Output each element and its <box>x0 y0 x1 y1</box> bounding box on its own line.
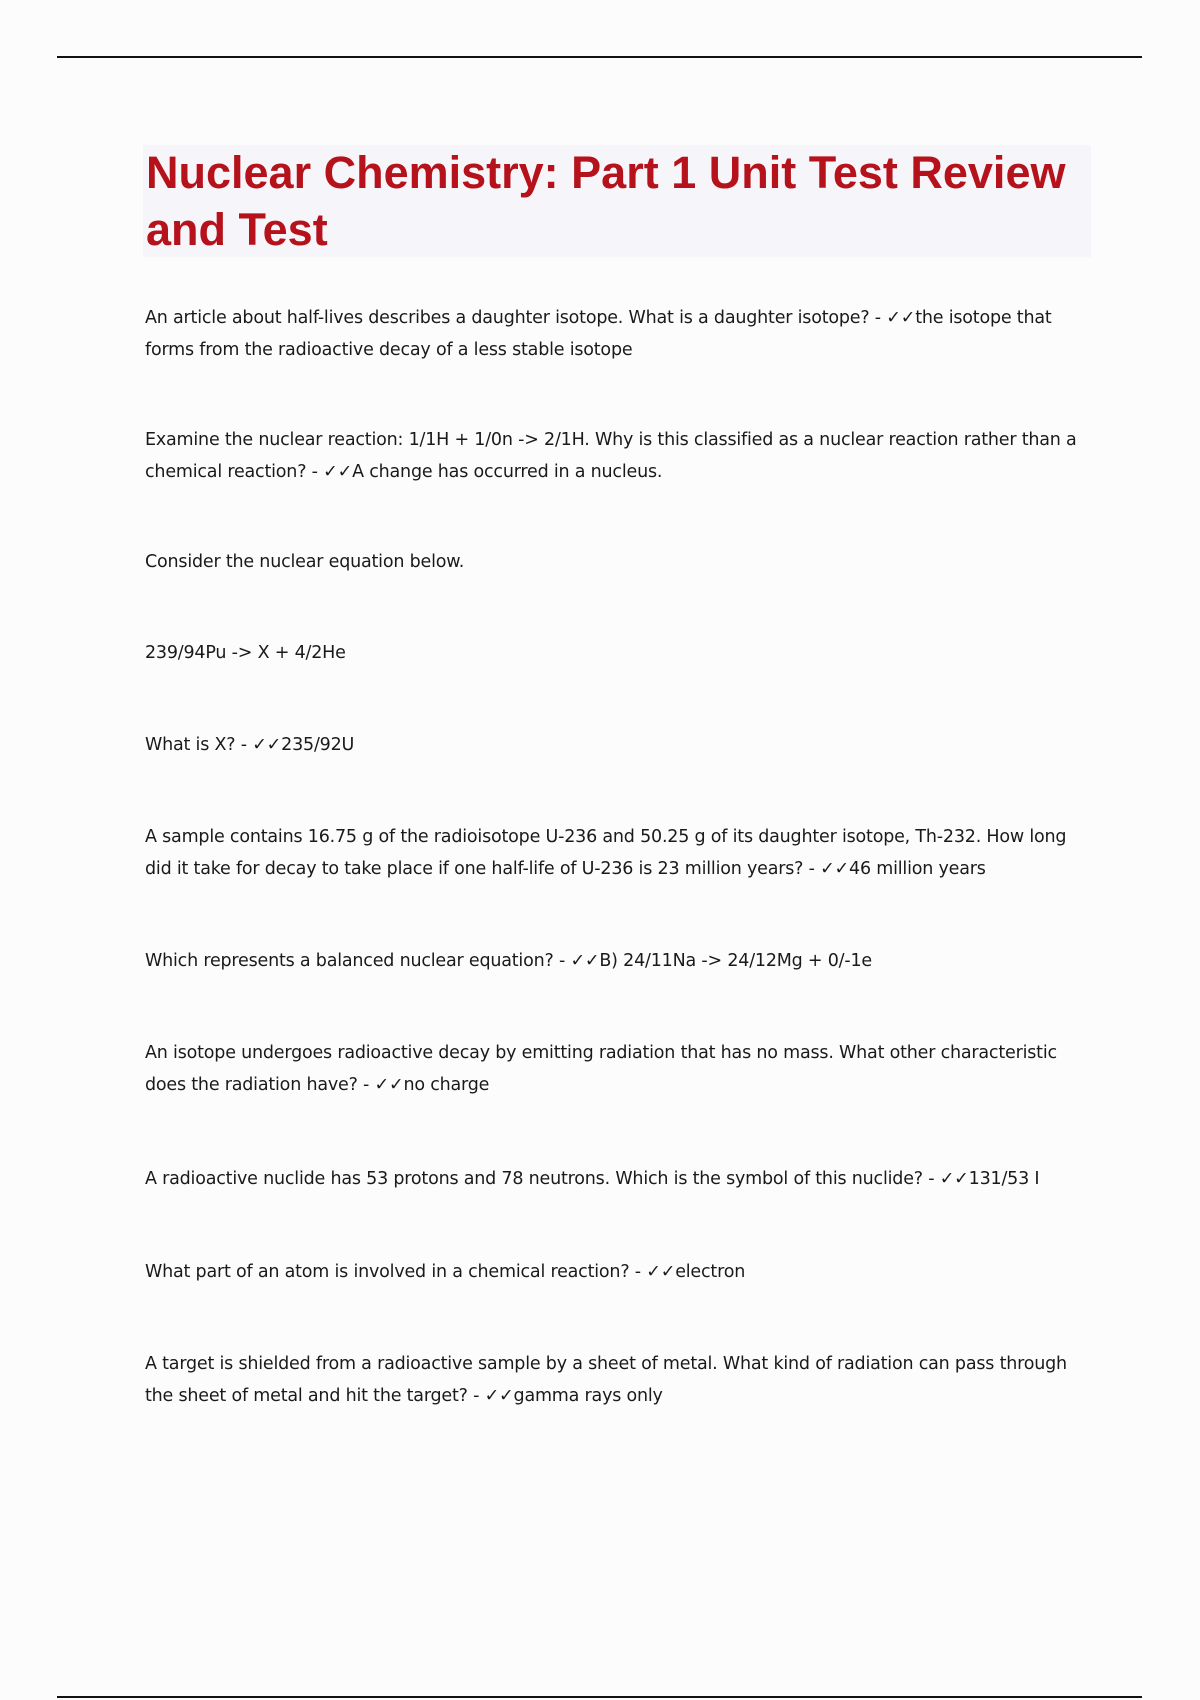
question-text: A target is shielded from a radioactive sample by a sheet of metal. What kind of radiation can pass through the sheet of metal and hit the target? - <box>145 1354 1067 1406</box>
qa-item-4 <box>145 821 1085 885</box>
question-text: Examine the nuclear reaction: 1/1H + 1/0n -> 2/1H. Why is this classified as a nuclear reaction rather than a chemical reaction? - <box>145 430 1077 482</box>
answer-text: 131/53 I <box>968 1169 1040 1189</box>
document-title: Nuclear Chemistry: Part 1 Unit Test Review and Test <box>146 147 1066 255</box>
bottom-rule <box>57 1696 1142 1698</box>
answer-text: A change has occurred in a nucleus. <box>352 462 663 482</box>
answer-text: gamma rays only <box>513 1386 663 1406</box>
answer-text: 235/92U <box>281 735 355 755</box>
question-text: A radioactive nuclide has 53 protons and 78 neutrons. Which is the symbol of this nuclide? - <box>145 1169 940 1189</box>
question-text: An isotope undergoes radioactive decay by emitting radiation that has no mass. What other characteristic does the radiation have? - <box>145 1043 1057 1095</box>
qa-item-9 <box>145 1348 1085 1412</box>
check-mark-icon: ✓✓ <box>939 1169 969 1189</box>
qa-item-2 <box>145 424 1085 488</box>
top-rule <box>57 56 1142 58</box>
qa-item-5 <box>145 945 1085 977</box>
question-text: Which represents a balanced nuclear equation? - <box>145 951 571 971</box>
qa-item-7 <box>145 1163 1085 1195</box>
equation-text: 239/94Pu -> X + 4/2He <box>145 643 346 663</box>
check-mark-icon: ✓✓ <box>252 735 282 755</box>
qa-item-6 <box>145 1037 1085 1101</box>
check-mark-icon: ✓✓ <box>323 462 353 482</box>
check-mark-icon: ✓✓ <box>374 1075 404 1095</box>
answer-text: B) 24/11Na -> 24/12Mg + 0/-1e <box>599 951 872 971</box>
check-mark-icon: ✓✓ <box>886 308 916 328</box>
answer-text: no charge <box>403 1075 490 1095</box>
check-mark-icon: ✓✓ <box>484 1386 514 1406</box>
check-mark-icon: ✓✓ <box>820 859 850 879</box>
check-mark-icon: ✓✓ <box>570 951 600 971</box>
answer-text: 46 million years <box>849 859 986 879</box>
text-paragraph: Consider the nuclear equation below. <box>145 552 465 572</box>
answer-text: electron <box>675 1262 746 1282</box>
check-mark-icon: ✓✓ <box>646 1262 676 1282</box>
answer-text: the isotope that forms from the radioactive decay of a less stable isotope <box>145 308 1052 360</box>
question-text: An article about half-lives describes a daughter isotope. What is a daughter isotope? - <box>145 308 887 328</box>
qa-item-1 <box>145 302 1085 366</box>
question-text: A sample contains 16.75 g of the radioisotope U-236 and 50.25 g of its daughter isotope, Th-232. How long did it take for decay to take place if one half-life of U-236 is 23 million years? - <box>145 827 1067 879</box>
qa-item-3 <box>145 729 1085 761</box>
question-text: What part of an atom is involved in a chemical reaction? - <box>145 1262 647 1282</box>
question-text: What is X? - <box>145 735 253 755</box>
qa-item-8 <box>145 1256 1085 1288</box>
